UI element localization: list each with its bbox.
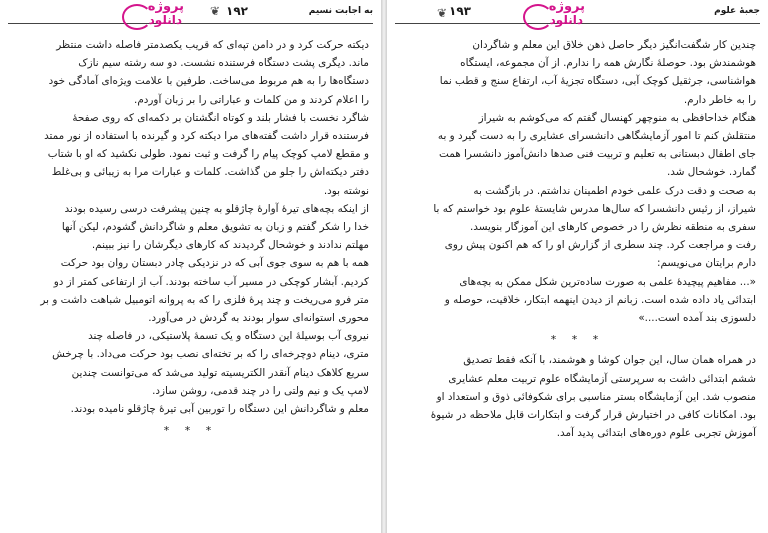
- text-line: منتقلش کنم تا امور آزمایشگاهی دانشسرای عشایری را به دست گیرد و به: [437, 130, 756, 143]
- left-page-ornament-icon: ❦: [210, 4, 221, 18]
- text-line: لامپ یک و نیم ولتی را در چند قدمی، روشن سازد.: [152, 384, 369, 397]
- text-line: دیکته حرکت کرد و در دامن تپه‌ای که قریب یکصدمتر فاصله داشت منتظر: [56, 39, 369, 51]
- text-line: کردیم. آبشار کوچکی در مسیر آب ساخته بودند. آب از ارتفاعی کمتر از دو: [53, 275, 369, 288]
- text-line: خدا را شکر گفتم و زبان به تشویق معلم و شاگردانش گشودم، لیکن آنها: [61, 221, 369, 234]
- text-line: ششم ابتدائی داشت به سرپرستی آزمایشگاه علوم تربیت معلم عشایری: [448, 372, 756, 385]
- text-line: محوری استوانه‌ای سوار بودند به گردش در می‌آورد.: [148, 312, 369, 325]
- text-line: بود. امکانات کافی در اختیارش قرار گرفت و ابتکارات قابل ملاحظه در شیوهٔ: [430, 409, 756, 422]
- text-line: را اعلام کردند و من کلمات و عباراتی را بر زبان آوردم.: [134, 93, 369, 106]
- left-watermark-logo: پروژه دانلود: [118, 0, 196, 30]
- text-line: همه با هم به سوی جوی آبی که در نزدیکی چادر دبستان روان بود حرکت: [60, 257, 369, 270]
- text-line: در همراه همان سال، این جوان کوشا و هوشمند، با آنکه فقط تصدیق: [463, 354, 756, 367]
- text-line: ماند. دیگری پشت دستگاه فرستنده نشست. دو سه رشته سیم نازک: [78, 57, 369, 70]
- text-line: به صحت و دقت درک علمی خودم اطمینان نداشتم. در بازگشت به: [473, 184, 756, 197]
- text-line: چندین کار شگفت‌انگیز دیگر حاصل ذهن خلاق این معلم و شاگردان: [472, 39, 756, 51]
- section-separator: * * *: [550, 333, 605, 347]
- text-line: از اینکه بچه‌های تیرهٔ آوارهٔ چاژقلو به چنین پیشرفت درسی رسیده بودند: [64, 202, 369, 215]
- text-line: منصوب شد. این آزمایشگاه بستر مناسبی برای شکوفائی ذوق و استعداد او: [436, 390, 756, 403]
- text-line: نیروی آب بوسیلهٔ این دستگاه و یک تسمهٔ پلاستیکی، در فاصله چند: [88, 330, 369, 343]
- text-line: شیراز، از رئیس دانشسرا که سال‌ها مدرس شایستهٔ علوم بود خواستم که با: [433, 202, 756, 215]
- text-line: دفتر دیکته‌اش را جلو من گذاشت. کلمات و عبارات مرا به زیبائی و بی‌غلط: [51, 166, 369, 179]
- text-line: نوشته بود.: [323, 184, 369, 197]
- left-page-number: ۱۹۲: [226, 4, 248, 18]
- text-line: هوشمندش بود. حوصلهٔ نگارش همه را ندارم. از آن مجموعه، ایستگاه: [460, 57, 756, 70]
- right-watermark-logo: پروژه دانلود: [519, 0, 597, 30]
- left-running-title: به اجابت نسیم: [308, 6, 373, 16]
- text-line: «... مفاهیم پیچیدهٔ علمی به صورت ساده‌ترین شکل ممکن به بچه‌های: [459, 275, 756, 288]
- text-line: رفت و مراجعت کرد. چند سطری از گزارش او را که هم اکنون پیش روی: [444, 239, 756, 252]
- text-line: متری، دینام دوچرخه‌ای را که بر تخته‌ای نصب بود حرکت می‌داد. با چرخش: [52, 348, 369, 361]
- text-line: را به خاطر دارم.: [683, 93, 756, 106]
- right-page-number: ۱۹۳: [449, 4, 471, 18]
- text-line: سریع کلاهک دینام آنقدر الکتریسیته تولید می‌شد که می‌توانست چندین: [71, 366, 369, 379]
- text-line: دلسوزی بند آمده است....»: [638, 312, 756, 325]
- text-line: مهلتم ندادند و خوشحال گردیدند که کارهای دیگرشان را نیز ببینم.: [91, 239, 369, 252]
- text-line: متر فرو می‌ریخت و چند پرهٔ فلزی را که به پروانه اتومبیل شباهت داشت و بر: [40, 293, 369, 306]
- text-line: آموزش تجربی علوم دوره‌های ابتدائی پدید آمد.: [556, 427, 756, 440]
- text-line: و مقطع لامپ کوچک پیام را گرفت و ثبت نمود. طولی نکشید که او با شتاب: [47, 148, 369, 161]
- text-line: هواشناسی، جرثقیل کوچک آبی، دستگاه تجزیهٔ آب، ارتفاع سنج و قطب نما: [439, 75, 756, 88]
- text-line: گمارد. خوشحال شد.: [666, 166, 756, 179]
- section-separator: * * *: [163, 424, 218, 438]
- text-line: معلم و شاگردانش این دستگاه را توربین آبی تیرهٔ چاژقلو نامیده بودند.: [70, 403, 369, 416]
- text-line: فرستنده قرار داشت گفته‌های مرا دیکته کرد و گیرنده با استفاده از نور ممتد: [44, 130, 369, 143]
- text-line: دستگاه‌ها را به هم مربوط می‌ساخت. طرفین با علامت ویژه‌ای آمادگی خود: [48, 75, 369, 88]
- text-line: سفری به منطقه نظرش را در خصوص کارهای این آموزگار بنویسد.: [470, 221, 756, 234]
- text-line: شاگرد نخست با فشار بلند و کوتاه انگشتان بر دکمه‌ای که روی صفحهٔ: [72, 111, 369, 124]
- text-line: دارم برایتان می‌نویسم:: [657, 257, 756, 270]
- right-page-ornament-icon: ❦: [437, 6, 448, 20]
- right-page: [387, 0, 768, 533]
- left-page: [0, 0, 381, 533]
- text-line: هنگام خداحافظی به منوچهر کهنسال گفتم که می‌کوشم به شیراز: [478, 111, 756, 124]
- right-running-title: جعبهٔ علوم: [714, 6, 760, 16]
- left-page-body: [12, 36, 369, 442]
- right-page-body: [399, 36, 756, 442]
- text-line: ابتدائی یاد داده شده است. زبانم از دیدن اینهمه ابتکار، خلاقیت، حوصله و: [444, 293, 756, 306]
- text-line: جای اطفال دبستانی به تعلیم و تربیت فنی صدها دانش‌آموز دانشسرا همت: [439, 148, 756, 161]
